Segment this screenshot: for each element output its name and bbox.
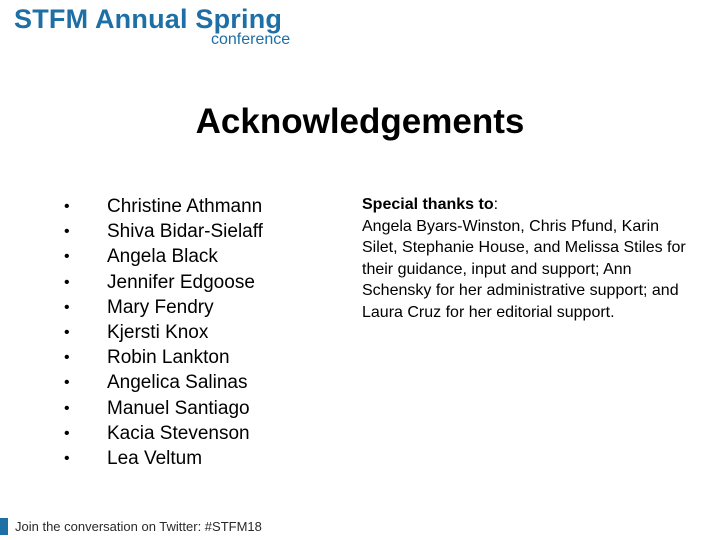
list-item	[64, 396, 263, 421]
list-item-name: Angela Black	[107, 246, 218, 268]
list-item	[64, 270, 263, 295]
logo-subtitle: conference	[211, 31, 291, 48]
list-item	[64, 370, 263, 395]
bullet-icon: •	[64, 198, 70, 215]
footer-text: Join the conversation on Twitter: #STFM18	[15, 518, 262, 534]
list-item-name: Manuel Santiago	[107, 397, 250, 419]
conference-logo	[14, 4, 291, 48]
bullet-icon: •	[64, 349, 70, 367]
bullet-icon: •	[64, 449, 70, 467]
list-item-name: Jennifer Edgoose	[107, 271, 255, 293]
bullet-icon: •	[64, 223, 70, 241]
bullet-icon: •	[64, 248, 70, 266]
page-title: Acknowledgements	[195, 102, 525, 141]
list-item-name: Christine Athmann	[107, 196, 263, 217]
list-item	[64, 244, 263, 269]
list-item	[64, 194, 263, 219]
list-item-name: Kacia Stevenson	[107, 422, 250, 444]
list-item-name: Shiva Bidar-Sielaff	[107, 221, 263, 243]
list-item-name: Kjersti Knox	[107, 321, 209, 343]
special-thanks-label: Special thanks to	[362, 196, 494, 213]
list-item	[64, 421, 263, 446]
bullet-icon: •	[64, 374, 70, 392]
bullet-icon: •	[64, 323, 70, 341]
list-item	[64, 295, 263, 320]
list-item-name: Mary Fendry	[107, 296, 214, 318]
list-item	[64, 446, 263, 471]
special-thanks-block	[362, 194, 692, 323]
list-item-name: Angelica Salinas	[107, 372, 248, 394]
footer	[0, 516, 262, 536]
logo-title: STFM Annual Spring	[14, 4, 283, 34]
bullet-icon: •	[64, 399, 70, 417]
list-item	[64, 219, 263, 244]
list-item	[64, 320, 263, 345]
bullet-icon: •	[64, 273, 70, 291]
special-thanks-colon: :	[493, 196, 499, 213]
acknowledged-names-list	[64, 194, 263, 471]
list-item-name: Lea Veltum	[107, 447, 203, 469]
bullet-icon: •	[64, 298, 70, 316]
special-thanks-text: Angela Byars-Winston, Chris Pfund, Karin Silet, Stephanie House, and Melissa Stiles for their guidance, input and support; Ann Schensky for her administrative support; and Laura Cruz for her editorial support.	[362, 217, 686, 321]
footer-accent-bar	[0, 518, 8, 535]
list-item-name: Robin Lankton	[107, 347, 230, 369]
bullet-icon: •	[64, 424, 70, 442]
list-item	[64, 345, 263, 370]
